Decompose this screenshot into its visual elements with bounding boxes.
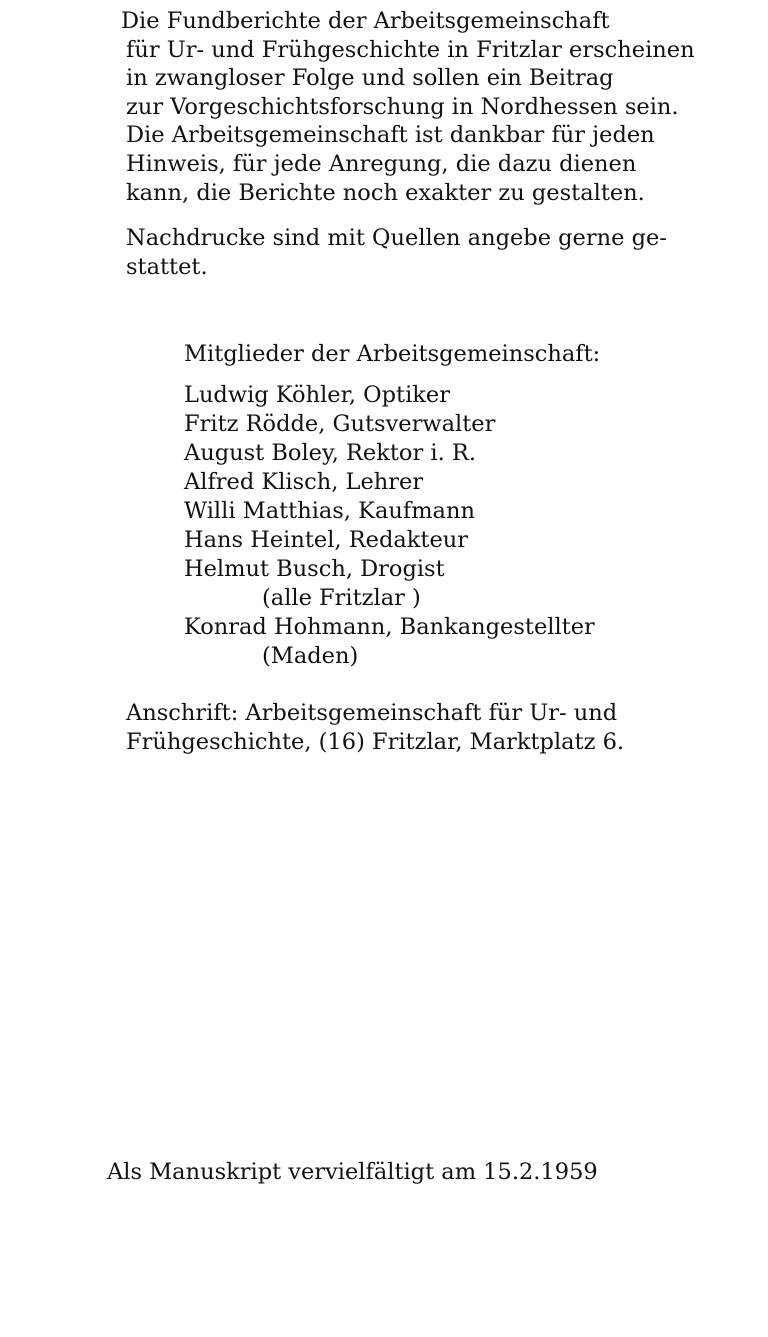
intro-line: kann, die Berichte noch exakter zu gestalten. (126, 180, 645, 206)
intro-line: Die Arbeitsgemeinschaft ist dankbar für jeden (126, 122, 655, 148)
member-item: Helmut Busch, Drogist (184, 556, 445, 582)
members-list (184, 381, 595, 671)
reprint-line: Nachdrucke sind mit Quellen angebe gerne ge- (126, 225, 667, 251)
address-line: Frühgeschichte, (16) Fritzlar, Marktplatz 6. (126, 729, 625, 755)
reprint-line: stattet. (126, 254, 208, 280)
footer-note: Als Manuskript vervielfältigt am 15.2.1959 (107, 1159, 598, 1185)
member-item: Willi Matthias, Kaufmann (184, 498, 475, 524)
intro-line: Die Fundberichte der Arbeitsgemeinschaft (121, 8, 610, 34)
address-line: Anschrift: Arbeitsgemeinschaft für Ur- und (126, 700, 618, 726)
member-location-note: (Maden) (262, 643, 359, 669)
member-item: August Boley, Rektor i. R. (184, 440, 476, 466)
members-heading: Mitglieder der Arbeitsgemeinschaft: (184, 341, 601, 367)
member-item: Hans Heintel, Redakteur (184, 527, 469, 553)
intro-line: zur Vorgeschichtsforschung in Nordhessen sein. (126, 94, 679, 120)
intro-line: für Ur- und Frühgeschichte in Fritzlar erscheinen (126, 37, 695, 63)
member-item: Fritz Rödde, Gutsverwalter (184, 411, 496, 437)
intro-line: in zwangloser Folge und sollen ein Beitrag (126, 65, 614, 91)
member-item: Alfred Klisch, Lehrer (184, 469, 424, 495)
member-item: Konrad Hohmann, Bankangestellter (184, 614, 595, 640)
member-location-note: (alle Fritzlar ) (262, 585, 421, 611)
member-item: Ludwig Köhler, Optiker (184, 382, 450, 408)
intro-line: Hinweis, für jede Anregung, die dazu dienen (126, 151, 637, 177)
